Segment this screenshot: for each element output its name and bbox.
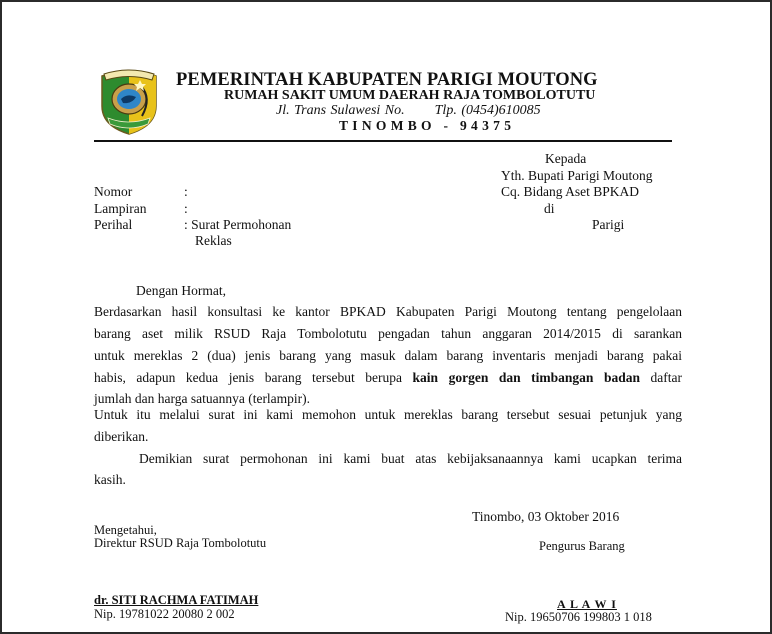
right-signer-nip: Nip. 19650706 199803 1 018 (505, 610, 652, 624)
left-signer-title-1: Mengetahui, (94, 523, 157, 537)
right-signer-title: Pengurus Barang (539, 539, 625, 553)
salutation: Dengan Hormat, (136, 283, 226, 298)
paragraph-1-line-4-end: daftar (639, 370, 682, 385)
left-signer-title-2: Direktur RSUD Raja Tombolotutu (94, 536, 267, 550)
highlighted-items: kain gorgen dan timbangan badan (412, 370, 640, 385)
recipient-place: Parigi (592, 217, 625, 232)
place-date: Tinombo, 03 Oktober 2016 (472, 509, 620, 524)
right-signer-name: A L A W I (557, 597, 617, 611)
paragraph-3-line-1: Demikian surat permohonan ini kami buat atas kebijaksanaannya kami ucapkan terima (139, 451, 682, 466)
left-signer-name: dr. SITI RACHMA FATIMAH (94, 593, 259, 607)
letterhead-address-line (276, 103, 541, 119)
letterhead-divider (94, 140, 672, 142)
recipient-to: Yth. Bupati Parigi Moutong (501, 168, 653, 183)
lampiran-label: Lampiran (94, 201, 147, 216)
paragraph-1-line-2: barang aset milik RSUD Raja Tombolotutu pengadan tahun anggaran 2014/2015 di sarankan (94, 326, 682, 341)
letterhead-phone: Tlp. (0454)610085 (434, 103, 541, 118)
letterhead-address: Jl. Trans Sulawesi No. (276, 103, 405, 118)
lampiran-value: : (184, 201, 188, 216)
paragraph-1-line-4-text: habis, adapun kedua jenis barang tersebut berupa (94, 370, 413, 385)
left-signer-nip: Nip. 19781022 20080 2 002 (94, 607, 235, 621)
paragraph-3-line-2: kasih. (94, 472, 126, 487)
paragraph-1-line-1: Berdasarkan hasil konsultasi ke kantor BPKAD Kabupaten Parigi Moutong tentang pengelolaan (94, 304, 682, 319)
recipient-kepada: Kepada (545, 151, 587, 166)
regency-coat-of-arms-icon (94, 66, 164, 136)
perihal-label: Perihal (94, 217, 133, 232)
letterhead-city-postcode: TINOMBO - 94375 (339, 118, 516, 133)
paragraph-1-line-4 (94, 370, 682, 386)
perihal-value-continued: Reklas (195, 233, 232, 248)
paragraph-1-line-5: jumlah dan harga satuannya (terlampir). (94, 391, 311, 406)
recipient-di: di (544, 201, 555, 216)
letterhead-government-title: PEMERINTAH KABUPATEN PARIGI MOUTONG (176, 70, 598, 90)
nomor-value: : (184, 184, 188, 199)
recipient-cq: Cq. Bidang Aset BPKAD (501, 184, 640, 199)
paragraph-2-line-1: Untuk itu melalui surat ini kami memohon untuk mereklas barang tersebut sesuai petunjuk yang (94, 407, 682, 422)
nomor-label: Nomor (94, 184, 133, 199)
paragraph-1-line-3: untuk mereklas 2 (dua) jenis barang yang masuk dalam barang inventaris menjadi barang pakai (94, 348, 682, 363)
letterhead-hospital-name: RUMAH SAKIT UMUM DAERAH RAJA TOMBOLOTUTU (224, 88, 596, 103)
paragraph-2-line-2: diberikan. (94, 429, 149, 444)
perihal-value: : Surat Permohonan (184, 217, 292, 232)
